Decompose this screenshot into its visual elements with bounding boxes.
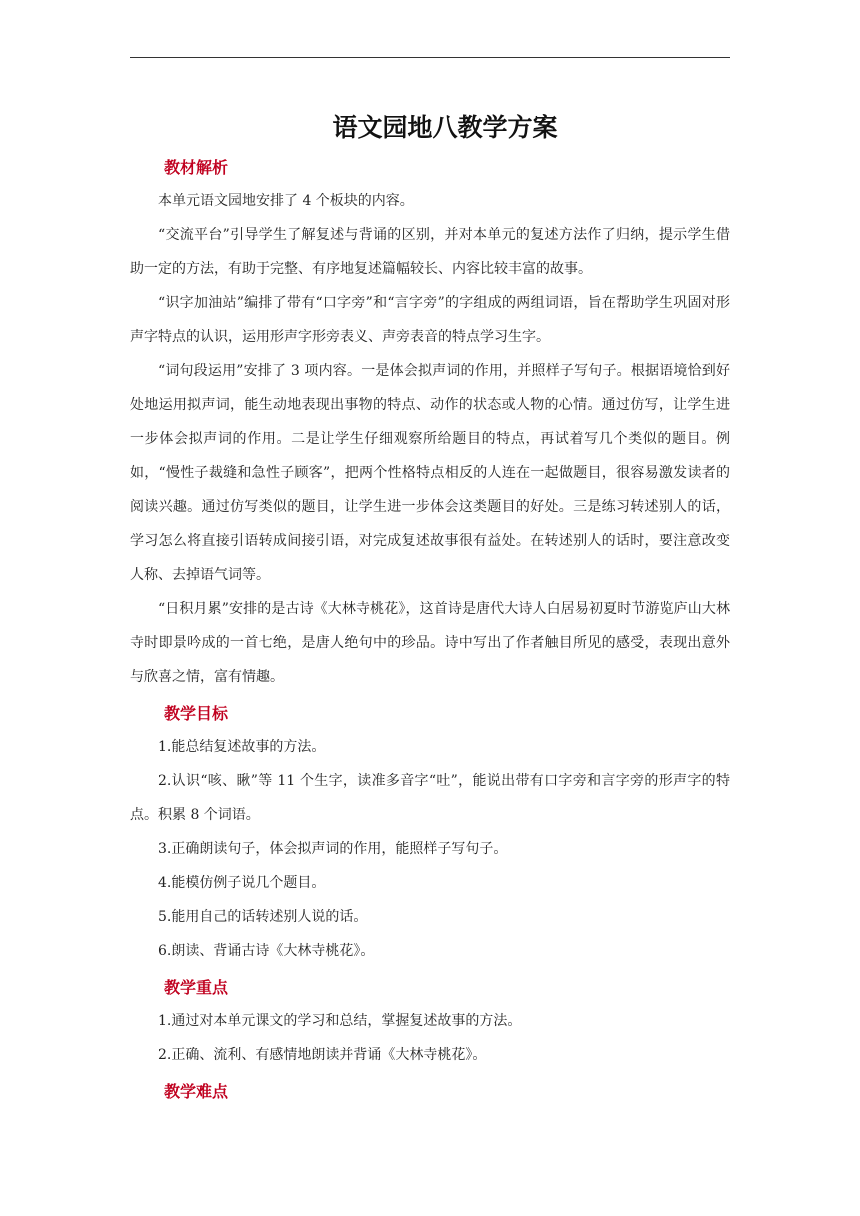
goal-item: 3.正确朗读句子，体会拟声词的作用，能照样子写句子。 [158, 841, 508, 857]
goal-item: 4.能模仿例子说几个题目。 [158, 875, 326, 891]
analysis-paragraph: 本单元语文园地安排了 4 个板块的内容。 [158, 193, 414, 209]
section-heading-key-points: 教学重点 [164, 978, 229, 997]
section-heading-difficulties: 教学难点 [164, 1082, 229, 1101]
analysis-paragraph: “交流平台”引导学生了解复述与背诵的区别，并对本单元的复述方法作了归纳，提示学生借助一定的方法，有助于完整、有序地复述篇幅较长、内容比较丰富的故事。 [130, 227, 730, 277]
goal-item: 1.能总结复述故事的方法。 [158, 739, 326, 755]
analysis-paragraph: “词句段运用”安排了 3 项内容。一是体会拟声词的作用，并照样子写句子。根据语境恰到好处地运用拟声词，能生动地表现出事物的特点、动作的状态或人物的心情。通过仿写，让学生进一步体会拟声词的作用。二是让学生仔细观察所给题目的特点，再试着写几个类似的题目。例如，“慢性子裁缝和急性子顾客”，把两个性格特点相反的人连在一起做题目，很容易激发读者的阅读兴趣。通过仿写类似的题目，让学生进一步体会这类题目的好处。三是练习转述别人的话，学习怎么将直接引语转成间接引语，对完成复述故事很有益处。在转述别人的话时，要注意改变人称、去掉语气词等。 [130, 363, 730, 583]
analysis-paragraph: “识字加油站”编排了带有“口字旁”和“言字旁”的字组成的两组词语，旨在帮助学生巩固对形声字特点的认识，运用形声字形旁表义、声旁表音的特点学习生字。 [130, 295, 730, 345]
document-page [130, 108, 730, 1108]
key-point-item: 2.正确、流利、有感情地朗读并背诵《大林寺桃花》。 [158, 1047, 487, 1063]
analysis-paragraph: “日积月累”安排的是古诗《大林寺桃花》，这首诗是唐代大诗人白居易初夏时节游览庐山大林寺时即景吟成的一首七绝，是唐人绝句中的珍品。诗中写出了作者触目所见的感受，表现出意外与欣喜之情，富有情趣。 [130, 601, 730, 685]
goal-item: 2.认识“咳、瞅”等 11 个生字，读准多音字“吐”，能说出带有口字旁和言字旁的形声字的特点。积累 8 个词语。 [130, 773, 730, 823]
goal-item: 6.朗读、背诵古诗《大林寺桃花》。 [158, 943, 375, 959]
document-title: 语文园地八教学方案 [332, 113, 558, 142]
goal-item: 5.能用自己的话转述别人说的话。 [158, 909, 368, 925]
section-heading-goals: 教学目标 [164, 704, 229, 723]
header-rule [130, 57, 730, 58]
key-point-item: 1.通过对本单元课文的学习和总结，掌握复述故事的方法。 [158, 1013, 522, 1029]
section-heading-analysis: 教材解析 [164, 158, 229, 177]
